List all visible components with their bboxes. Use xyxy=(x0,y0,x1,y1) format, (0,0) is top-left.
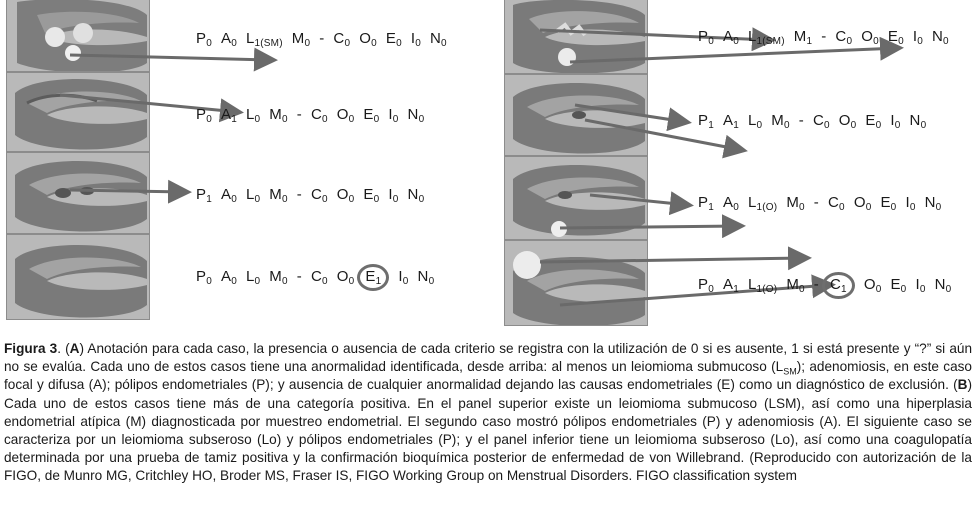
criterion-l: $L_{1(SM)}$ xyxy=(747,28,785,47)
criterion-e: $E_0$ xyxy=(385,30,402,49)
formula-separator: - xyxy=(319,30,325,47)
formula-a-2 xyxy=(196,106,433,124)
criterion-p: $P_0$ xyxy=(196,106,212,125)
criterion-o: $O_0$ xyxy=(336,186,355,205)
uterus-illustration xyxy=(505,75,648,156)
criterion-c: $C_0$ xyxy=(333,30,351,49)
formula-b-4 xyxy=(698,272,960,299)
panel-b-case-1 xyxy=(504,0,648,74)
caption-subscript: SM xyxy=(783,366,797,377)
criterion-a: $A_0$ xyxy=(722,28,739,47)
criterion-i: $I_0$ xyxy=(410,30,421,49)
criterion-l: $L_0$ xyxy=(245,268,261,287)
uterus-illustration xyxy=(7,235,150,320)
panel-a-case-1 xyxy=(6,0,150,72)
criterion-p: $P_0$ xyxy=(196,30,212,49)
uterus-illustration xyxy=(505,241,648,326)
criterion-a: $A_0$ xyxy=(220,186,237,205)
criterion-e: $E_1$ xyxy=(357,264,389,291)
panel-a-marker: A xyxy=(69,341,80,356)
criterion-p: $P_0$ xyxy=(698,276,714,295)
formula-a-4 xyxy=(196,264,443,291)
formula-separator: - xyxy=(798,112,804,129)
criterion-n: $N_0$ xyxy=(932,28,949,47)
criterion-e: $E_0$ xyxy=(880,194,897,213)
panel-b-marker: B xyxy=(957,377,968,393)
criterion-a: $A_0$ xyxy=(722,194,739,213)
criterion-o: $O_0$ xyxy=(359,30,377,49)
criterion-o: $O_0$ xyxy=(336,106,355,125)
caption-text-1: Anotación para cada caso, la presencia o ausencia de cada criterio se registra con la utilización de 0 si es ausente, 1 si está presente y “?” si aún no se evalúa. Cada uno de estos casos tiene una anormalidad identificada, desde arriba: al menos un leiomioma submucoso (L xyxy=(4,341,973,375)
figure-caption: Figura 3. (A) Anotación para cada caso, la presencia o ausencia de cada criterio se registra con la utilización de 0 si es ausente, 1 si está presente y “?” si aún no se evalúa. Cada uno de estos casos tiene una anormalidad identificada, desde arriba: al menos un leiomioma submucoso $(L_{SM})$; adenomiosis, en este caso focal y difusa (A); pólipos endometriales (P); y ausencia de cualquier anormalidad dejando las causas endometriales (E) como un diagnóstico de exclusión. (B) Cada uno de estos casos tiene más de una categoría positiva. En el panel superior existe un leiomioma submucoso (LSM), así como una hiperplasia endometrial atípica (M) diagnosticada por muestreo endometrial. El segundo caso mostró pólipos endometriales (P) y adenomiosis (A). El siguiente caso se caracteriza por un leiomioma subseroso (Lo) y pólipos endometriales (P); y el panel inferior tiene un leiomioma subseroso (Lo), así como una coagulopatía determinada por una prueba de tamiz positiva y la confirmación bioquímica posterior de enfermedad de von Willebrand. (Reproducido con autorización de la FIGO, de Munro MG, Critchley HO, Broder MS, Fraser IS, FIGO Working Group on Menstrual Disorders. FIGO classification system xyxy=(4,341,973,484)
uterus-illustration xyxy=(505,0,648,74)
criterion-a: $A_1$ xyxy=(220,106,237,125)
criterion-m: $M_0$ xyxy=(786,194,805,213)
criterion-n: $N_0$ xyxy=(407,106,425,125)
formula-separator: - xyxy=(296,268,302,285)
criterion-i: $I_0$ xyxy=(912,28,923,47)
criterion-i: $I_0$ xyxy=(905,194,916,213)
criterion-m: $M_0$ xyxy=(269,106,288,125)
formula-separator: - xyxy=(813,194,819,211)
criterion-p: $P_0$ xyxy=(196,268,212,287)
criterion-l: $L_{1(O)}$ xyxy=(747,194,778,213)
formula-separator: - xyxy=(296,186,302,203)
criterion-o: $O_0$ xyxy=(336,268,355,287)
criterion-l: $L_0$ xyxy=(245,186,261,205)
panel-b-case-2 xyxy=(504,74,648,156)
criterion-o: $O_0$ xyxy=(838,112,857,131)
criterion-i: $I_0$ xyxy=(388,106,399,125)
panel-a-case-2 xyxy=(6,72,150,152)
criterion-l: $L_0$ xyxy=(245,106,261,125)
criterion-o: $O_0$ xyxy=(853,194,872,213)
criterion-p: $P_0$ xyxy=(698,28,714,47)
formula-b-1 xyxy=(698,28,958,46)
criterion-p: $P_1$ xyxy=(698,194,714,213)
criterion-m: $M_1$ xyxy=(793,28,813,47)
criterion-m: $M_0$ xyxy=(771,112,790,131)
criterion-n: $N_0$ xyxy=(430,30,447,49)
criterion-i: $I_0$ xyxy=(398,268,409,287)
criterion-l: $L_0$ xyxy=(747,112,763,131)
panel-b-case-3 xyxy=(504,156,648,240)
criterion-n: $N_0$ xyxy=(407,186,425,205)
criterion-c: $C_0$ xyxy=(310,268,328,287)
panel-b-case-4 xyxy=(504,240,648,326)
figure-label: Figura 3 xyxy=(4,341,58,356)
formula-separator: - xyxy=(296,106,302,123)
criterion-m: $M_0$ xyxy=(269,268,288,287)
formula-b-2 xyxy=(698,112,935,130)
criterion-m: $M_0$ xyxy=(269,186,288,205)
criterion-m: $M_0$ xyxy=(291,30,311,49)
criterion-c: $C_0$ xyxy=(310,106,328,125)
criterion-l: $L_{1(SM)}$ xyxy=(245,30,283,49)
criterion-a: $A_1$ xyxy=(722,112,739,131)
criterion-n: $N_0$ xyxy=(417,268,435,287)
formula-separator: - xyxy=(821,28,827,45)
criterion-e: $E_0$ xyxy=(363,106,380,125)
criterion-c: $C_0$ xyxy=(812,112,830,131)
formula-b-3 xyxy=(698,194,950,212)
criterion-o: $O_0$ xyxy=(861,28,879,47)
panel-a-case-3 xyxy=(6,152,150,234)
criterion-c: $C_1$ xyxy=(822,272,855,299)
uterus-illustration xyxy=(7,73,150,152)
uterus-illustration xyxy=(7,0,150,72)
criterion-e: $E_0$ xyxy=(890,276,907,295)
criterion-n: $N_0$ xyxy=(924,194,942,213)
criterion-e: $E_0$ xyxy=(887,28,904,47)
criterion-e: $E_0$ xyxy=(363,186,380,205)
criterion-p: $P_1$ xyxy=(698,112,714,131)
criterion-i: $I_0$ xyxy=(890,112,901,131)
criterion-i: $I_0$ xyxy=(388,186,399,205)
criterion-m: $M_0$ xyxy=(786,276,805,295)
criterion-n: $N_0$ xyxy=(934,276,952,295)
panel-a-case-4 xyxy=(6,234,150,320)
criterion-o: $O_0$ xyxy=(863,276,882,295)
criterion-i: $I_0$ xyxy=(915,276,926,295)
formula-a-3 xyxy=(196,186,433,204)
uterus-illustration xyxy=(7,153,150,234)
caption-text-3: ) Cada uno de estos casos tiene más de una categoría positiva. En el panel superior existe un leiomioma submucoso (LSM), así como una hiperplasia endometrial atípica (M) diagnosticada por muestreo endometrial. El segundo caso mostró pólipos endometriales (P) y adenomiosis (A). El siguiente caso se caracteriza por un leiomioma subseroso (Lo) y pólipos endometriales (P); y el panel inferior tiene un leiomioma subseroso (Lo), así como una coagulopatía determinada por una prueba de tamiz positiva y la confirmación bioquímica posterior de enfermedad de von Willebrand. (Reproducido con autorización de la FIGO, de Munro MG, Critchley HO, Broder MS, Fraser IS, FIGO Working Group on Menstrual Disorders. FIGO classification system xyxy=(4,377,972,484)
criterion-a: $A_0$ xyxy=(220,268,237,287)
criterion-c: $C_0$ xyxy=(828,194,845,213)
uterus-illustration xyxy=(505,157,648,240)
criterion-a: $A_1$ xyxy=(722,276,739,295)
formula-separator: - xyxy=(813,276,819,293)
criterion-l: $L_{1(O)}$ xyxy=(747,276,778,295)
criterion-c: $C_0$ xyxy=(835,28,853,47)
criterion-n: $N_0$ xyxy=(909,112,927,131)
criterion-p: $P_1$ xyxy=(196,186,212,205)
formula-a-1 xyxy=(196,30,456,48)
criterion-e: $E_0$ xyxy=(865,112,882,131)
criterion-c: $C_0$ xyxy=(310,186,328,205)
criterion-a: $A_0$ xyxy=(220,30,237,49)
caption-text-2: ); adenomiosis, en este caso focal y difusa (A); pólipos endometriales (P); y ausencia de cualquier anormalidad dejando las causas endometriales (E) como un diagnóstico de exclusión. ( xyxy=(4,359,972,393)
